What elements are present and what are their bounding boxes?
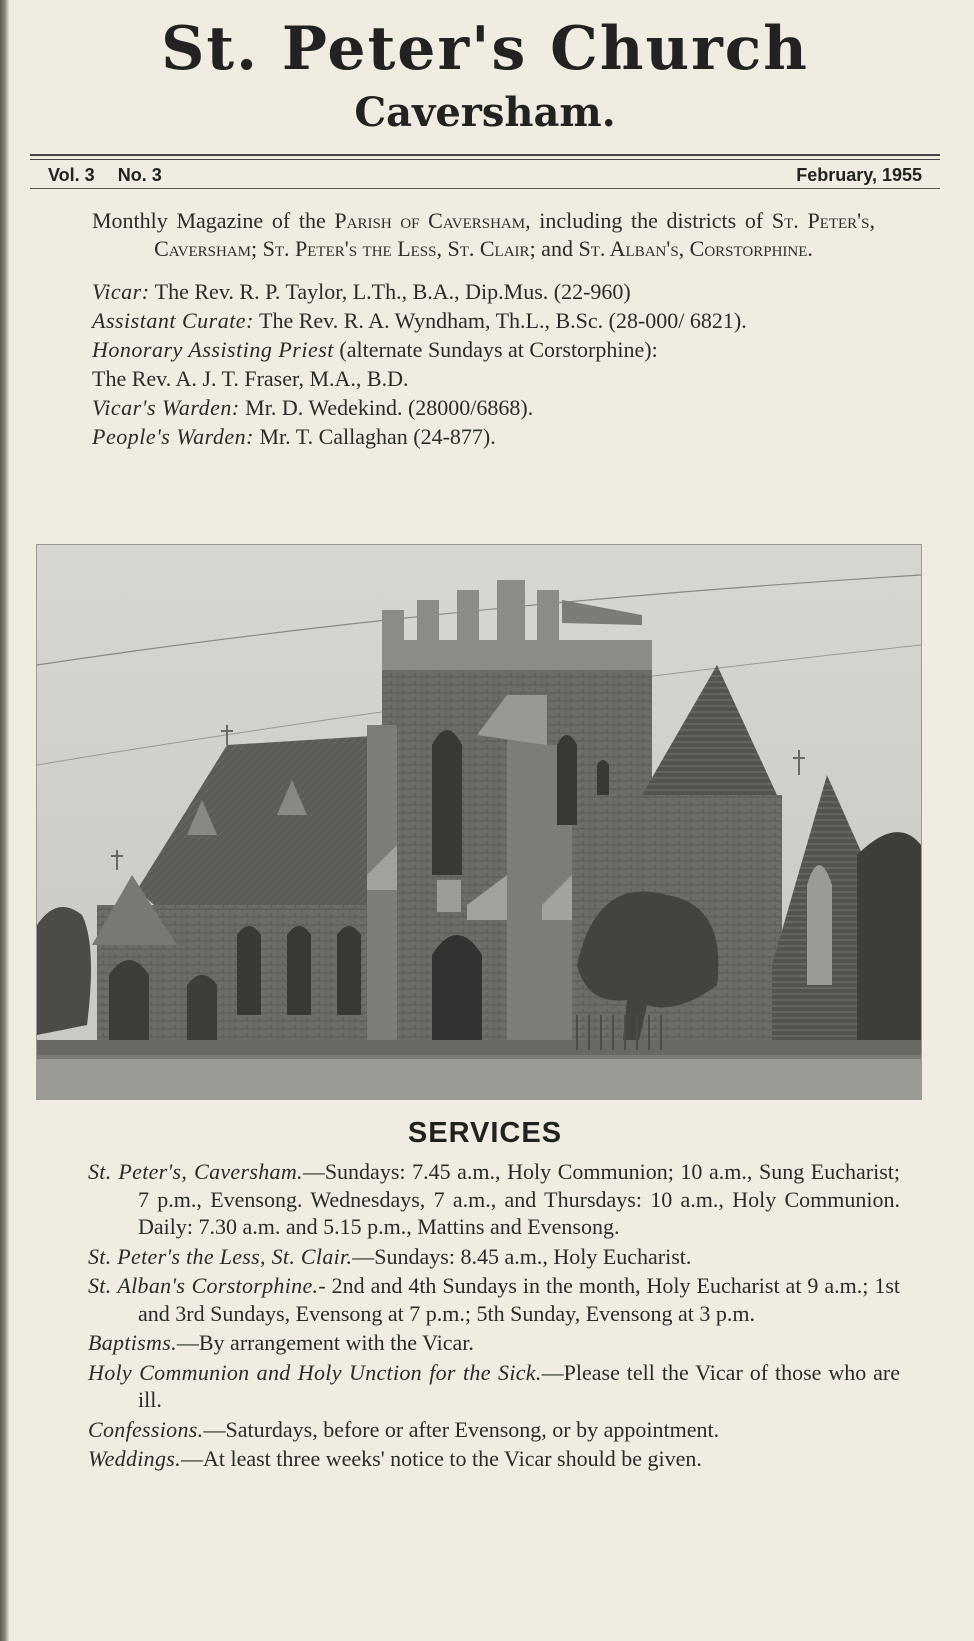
church-photograph: [36, 544, 922, 1100]
issue-date: February, 1955: [796, 164, 922, 185]
masthead: [30, 14, 940, 136]
intro-paragraph: Monthly Magazine of the Parish of Caversham, including the districts of St. Peter's, Caversham; St. Peter's the Less, St. Clair; and St. Alban's, Corstorphine.: [92, 208, 875, 261]
services-heading: SERVICES: [407, 1117, 563, 1149]
issue-rule: [30, 188, 940, 189]
service-st-albans: St. Alban's Corstorphine.- 2nd and 4th Sundays in the month, Holy Eucharist at 9 a.m.; 1st and 3rd Sundays, Evensong at 7 p.m.; 5th Sunday, Evensong at 3 p.m.: [88, 1273, 900, 1326]
officer-assisting-priest: Honorary Assisting Priest (alternate Sundays at Corstorphine):: [92, 337, 658, 362]
officer-curate: Assistant Curate: The Rev. R. A. Wyndham, Th.L., B.Sc. (28-000/ 6821).: [92, 308, 747, 333]
magazine-page: [30, 0, 940, 1641]
officer-vicar: Vicar: The Rev. R. P. Taylor, L.Th., B.A., Dip.Mus. (22-960): [92, 279, 631, 304]
officer-assisting-priest-name: The Rev. A. J. T. Fraser, M.A., B.D.: [92, 366, 409, 391]
officers-list: [92, 277, 876, 451]
service-confessions: Confessions.—Saturdays, before or after Evensong, or by appointment.: [88, 1416, 720, 1442]
service-st-peters-caversham: St. Peter's, Caversham.—Sundays: 7.45 a.m., Holy Communion; 10 a.m., Sung Eucharist; 7 p.m., Evensong. Wednesdays, 7 a.m., and Thursdays: 10 a.m., Holy Communion. Daily: 7.30 a.m. and 5.15 p.m., Mattins and Evensong.: [88, 1159, 900, 1239]
officer-vicars-warden: Vicar's Warden: Mr. D. Wedekind. (28000/6868).: [92, 395, 534, 420]
issue-bar: [30, 160, 940, 188]
officer-peoples-warden: People's Warden: Mr. T. Callaghan (24-877).: [92, 424, 496, 449]
page-subtitle: Caversham.: [354, 89, 616, 136]
issue-number: No. 3: [117, 164, 162, 185]
page-title: St. Peter's Church: [161, 14, 809, 84]
issue-volume: Vol. 3: [48, 164, 95, 185]
service-baptisms: Baptisms.—By arrangement with the Vicar.: [88, 1330, 474, 1355]
service-weddings: Weddings.—At least three weeks' notice to the Vicar should be given.: [88, 1446, 702, 1471]
service-st-peters-the-less: St. Peter's the Less, St. Clair.—Sundays: 8.45 a.m., Holy Eucharist.: [88, 1243, 692, 1269]
binding-edge: [0, 0, 9, 1641]
service-sick: Holy Communion and Holy Unction for the Sick.—Please tell the Vicar of those who are ill.: [88, 1359, 900, 1412]
services-list: [88, 1158, 900, 1475]
